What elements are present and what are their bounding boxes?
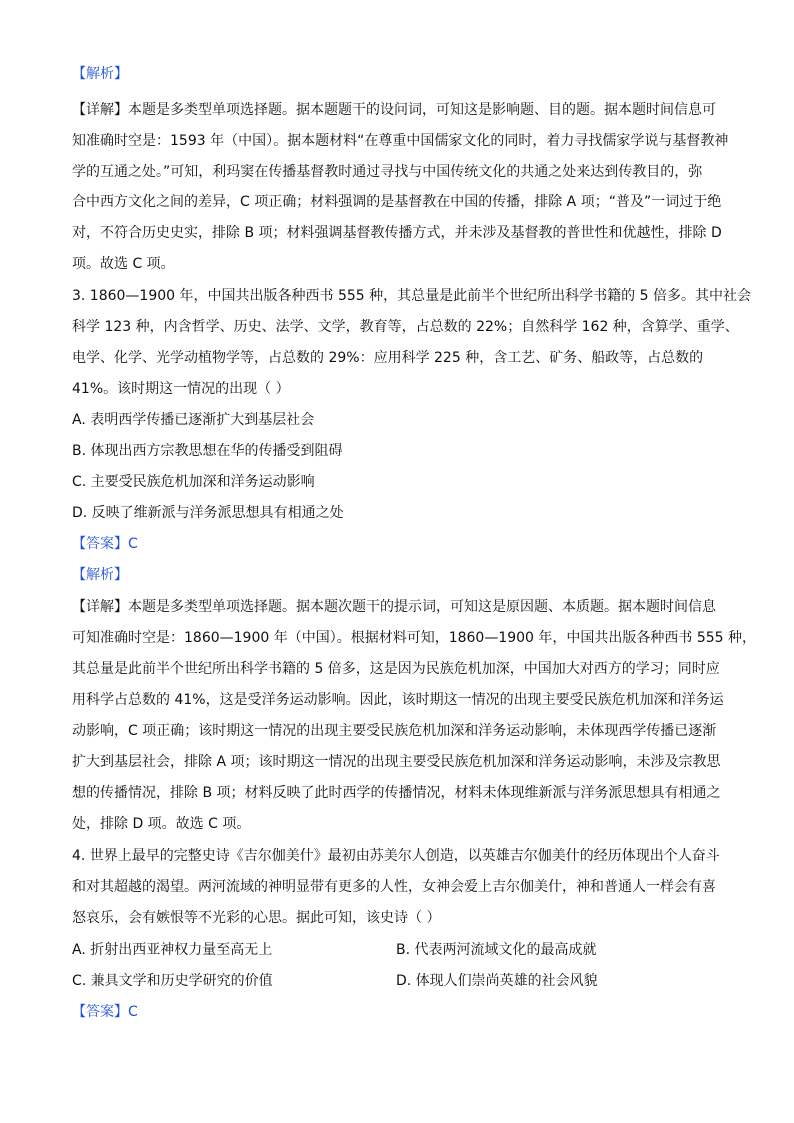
analysis-line: 知准确时空是：1593 年（中国）。据本题材料“在尊重中国儒家文化的同时，着力寻找儒家学说与基督教神 [72, 133, 729, 149]
question-4-stem: 4. 世界上最早的完整史诗《吉尔伽美什》最初由苏美尔人创造，以英雄吉尔伽美什的经历体现出个人奋斗 [72, 848, 720, 864]
question-3-option-b: B. 体现出西方宗教思想在华的传播受到阻碍 [72, 443, 343, 459]
question-3-analysis-line: 其总量是此前半个世纪所出科学书籍的 5 倍多，这是因为民族危机加深，中国加大对西方的学习；同时应 [72, 661, 720, 677]
question-3-option-d: D. 反映了维新派与洋务派思想具有相通之处 [72, 505, 344, 521]
question-3-analysis-line: 处，排除 D 项。故选 C 项。 [72, 816, 251, 832]
question-3-analysis-line: 扩大到基层社会，排除 A 项；该时期这一情况的出现主要受民族危机加深和洋务运动影响，未涉及宗教思 [72, 754, 721, 770]
question-3-option-c: C. 主要受民族危机加深和洋务运动影响 [72, 474, 315, 490]
question-3-analysis-line: 用科学占总数的 41%，这是受洋务运动影响。因此，该时期这一情况的出现主要受民族危机加深和洋务运 [72, 692, 724, 708]
question-3-analysis-line: 想的传播情况，排除 B 项；材料反映了此时西学的传播情况，材料未体现维新派与洋务派思想具有相通之 [72, 785, 721, 801]
question-3-analysis-heading: 【解析】 [72, 567, 128, 583]
question-3-stem: 3. 1860—1900 年，中国共出版各种西书 555 种，其总量是此前半个世纪所出科学书籍的 5 倍多。其中社会 [72, 288, 751, 304]
analysis-line: 项。故选 C 项。 [72, 256, 175, 272]
question-4-option-b: B. 代表两河流域文化的最高成就 [396, 942, 597, 958]
question-3-option-a: A. 表明西学传播已逐渐扩大到基层社会 [72, 412, 315, 428]
question-4-option-a: A. 折射出西亚神权力量至高无上 [72, 942, 273, 958]
analysis-heading: 【解析】 [72, 66, 128, 82]
question-4-option-c: C. 兼具文学和历史学研究的价值 [72, 973, 273, 989]
question-4-answer: 【答案】C [72, 1004, 138, 1020]
question-3-stem: 科学 123 种，内含哲学、历史、法学、文学，教育等，占总数的 22%；自然科学 162 种，含算学、重学、 [72, 319, 739, 335]
question-3-analysis-line: 【详解】本题是多类型单项选择题。据本题次题干的提示词，可知这是原因题、本质题。据本题时间信息 [72, 599, 716, 615]
question-4-stem: 和对其超越的渴望。两河流域的神明显带有更多的人性，女神会爱上吉尔伽美什，神和普通人一样会有喜 [72, 879, 716, 895]
question-3-stem: 电学、化学、光学动植物学等，占总数的 29%：应用科学 225 种，含工艺、矿务、船政等，占总数的 [72, 350, 704, 366]
question-3-stem: 41%。该时期这一情况的出现（ ） [72, 381, 290, 397]
question-3-analysis-line: 动影响，C 项正确；该时期这一情况的出现主要受民族危机加深和洋务运动影响，未体现西学传播已逐渐 [72, 723, 717, 739]
question-4-stem: 怒哀乐，会有嫉恨等不光彩的心思。据此可知，该史诗（ ） [72, 910, 441, 926]
analysis-line: 学的互通之处。”可知，利玛窦在传播基督教时通过寻找与中国传统文化的共通之处来达到传教目的，弥 [72, 164, 703, 180]
question-3-answer: 【答案】C [72, 536, 138, 552]
question-3-analysis-line: 可知准确时空是：1860—1900 年（中国）。根据材料可知，1860—1900 年，中国共出版各种西书 555 种， [72, 630, 757, 646]
analysis-line: 【详解】本题是多类型单项选择题。据本题题干的设问词，可知这是影响题、目的题。据本题时间信息可 [72, 102, 716, 118]
question-4-option-d: D. 体现人们崇尚英雄的社会风貌 [396, 973, 598, 989]
analysis-line: 对，不符合历史史实，排除 B 项；材料强调基督教传播方式，并未涉及基督教的普世性和优越性，排除 D [72, 225, 722, 241]
analysis-line: 合中西方文化之间的差异，C 项正确；材料强调的是基督教在中国的传播，排除 A 项；“普及”一词过于绝 [72, 194, 722, 210]
